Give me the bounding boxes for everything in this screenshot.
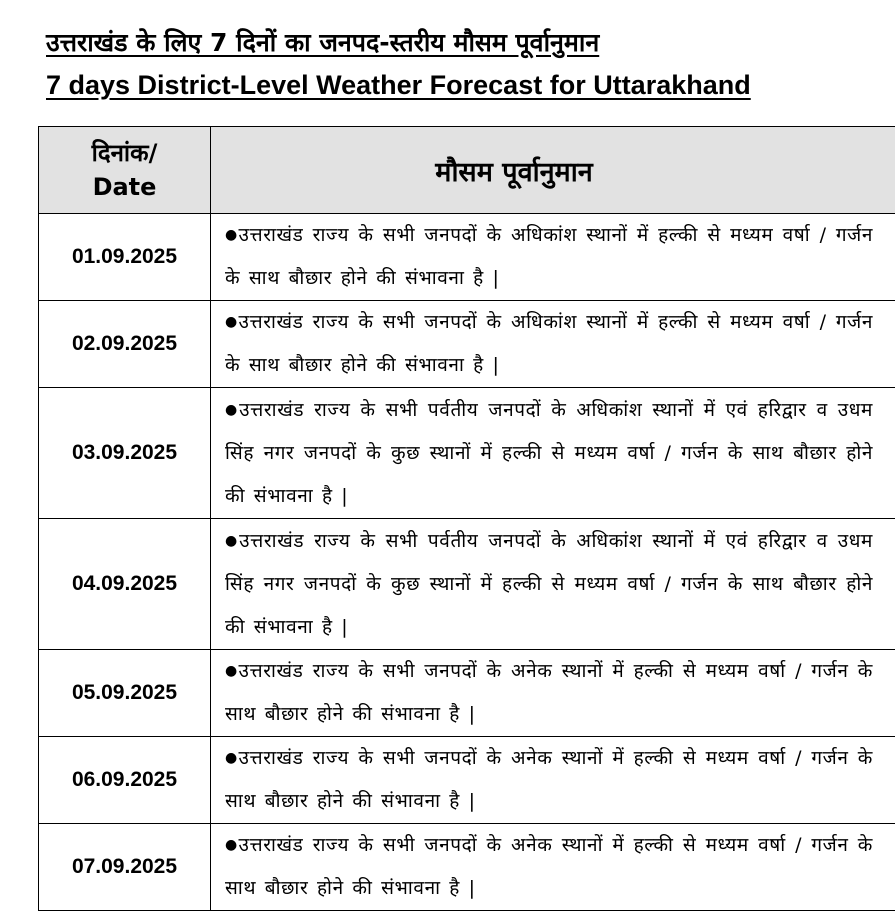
- forecast-table: [38, 126, 895, 911]
- bullet-icon: ●: [225, 837, 239, 853]
- forecast-text: उत्तराखंड राज्य के सभी जनपदों के अनेक स्थानों में हल्की से मध्यम वर्षा / गर्जन के साथ बौछार होने की संभावना है |: [225, 834, 873, 899]
- date-header-english: Date: [92, 173, 157, 201]
- bullet-icon: ●: [225, 663, 239, 679]
- forecast-text: उत्तराखंड राज्य के सभी पर्वतीय जनपदों के अधिकांश स्थानों में एवं हरिद्वार व उधम सिंह नगर जनपदों के कुछ स्थानों में हल्की से मध्यम वर्षा / गर्जन के साथ बौछार होने की संभावना है |: [225, 398, 873, 507]
- table-row: [39, 519, 895, 650]
- date-cell: 05.09.2025: [39, 650, 211, 737]
- forecast-cell: [211, 301, 895, 388]
- title-block: [46, 22, 751, 106]
- title-hindi: उत्तराखंड के लिए 7 दिनों का जनपद-स्तरीय मौसम पूर्वानुमान: [46, 28, 600, 57]
- date-cell: 06.09.2025: [39, 737, 211, 824]
- date-column-header: [39, 127, 211, 214]
- forecast-cell: [211, 824, 895, 911]
- forecast-cell: [211, 650, 895, 737]
- date-cell: 04.09.2025: [39, 519, 211, 650]
- forecast-cell: [211, 519, 895, 650]
- forecast-text: उत्तराखंड राज्य के सभी पर्वतीय जनपदों के अधिकांश स्थानों में एवं हरिद्वार व उधम सिंह नगर जनपदों के कुछ स्थानों में हल्की से मध्यम वर्षा / गर्जन के साथ बौछार होने की संभावना है |: [225, 529, 873, 638]
- forecast-text: उत्तराखंड राज्य के सभी जनपदों के अधिकांश स्थानों में हल्की से मध्यम वर्षा / गर्जन के साथ बौछार होने की संभावना है |: [225, 224, 874, 289]
- table-row: [39, 301, 895, 388]
- bullet-icon: ●: [225, 401, 240, 418]
- date-cell: 01.09.2025: [39, 214, 211, 301]
- forecast-cell: [211, 737, 895, 824]
- forecast-cell: [211, 388, 895, 519]
- bullet-icon: ●: [225, 227, 239, 243]
- bullet-icon: ●: [225, 532, 240, 549]
- table-row: [39, 737, 895, 824]
- date-header-hindi: दिनांक/: [91, 139, 158, 167]
- date-cell: 03.09.2025: [39, 388, 211, 519]
- date-cell: 02.09.2025: [39, 301, 211, 388]
- title-english: 7 days District-Level Weather Forecast for Uttarakhand: [46, 70, 751, 100]
- forecast-cell: [211, 214, 895, 301]
- date-cell: 07.09.2025: [39, 824, 211, 911]
- table-row: [39, 214, 895, 301]
- table-row: [39, 388, 895, 519]
- bullet-icon: ●: [225, 750, 239, 766]
- table-header-row: [39, 127, 895, 214]
- forecast-text: उत्तराखंड राज्य के सभी जनपदों के अधिकांश स्थानों में हल्की से मध्यम वर्षा / गर्जन के साथ बौछार होने की संभावना है |: [225, 311, 874, 376]
- table-row: [39, 650, 895, 737]
- forecast-text: उत्तराखंड राज्य के सभी जनपदों के अनेक स्थानों में हल्की से मध्यम वर्षा / गर्जन के साथ बौछार होने की संभावना है |: [225, 747, 873, 812]
- bullet-icon: ●: [225, 314, 239, 330]
- forecast-text: उत्तराखंड राज्य के सभी जनपदों के अनेक स्थानों में हल्की से मध्यम वर्षा / गर्जन के साथ बौछार होने की संभावना है |: [225, 660, 873, 725]
- table-row: [39, 824, 895, 911]
- forecast-column-header: मौसम पूर्वानुमान: [211, 127, 895, 214]
